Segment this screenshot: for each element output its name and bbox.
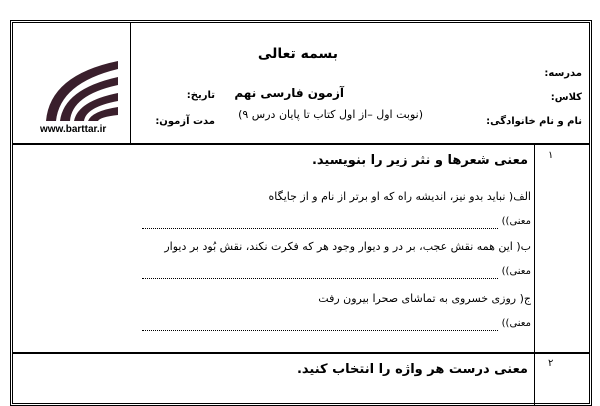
question-item: الف( نباید بدو نیز، اندیشه راه که او برتر از نام و از جایگاه bbox=[268, 190, 531, 203]
logo-column-divider bbox=[130, 23, 131, 143]
question-instruction: معنی شعرها و نثر زیر را بنویسید. bbox=[311, 153, 528, 168]
date-label: تاریخ: bbox=[186, 90, 215, 101]
answer-label: معنی)) bbox=[501, 216, 531, 227]
answer-line[interactable] bbox=[142, 330, 498, 331]
answer-line[interactable] bbox=[142, 278, 498, 279]
school-label: مدرسه: bbox=[544, 68, 582, 79]
question-item: ب( این همه نقش عجب، بر در و دیوار وجود هر که فکرت نکند، نقش بُود بر دیوار bbox=[164, 240, 531, 253]
header-divider bbox=[13, 143, 589, 145]
question-separator bbox=[13, 352, 589, 354]
question-number: ۱ bbox=[548, 150, 554, 161]
website-url: www.barttar.ir bbox=[40, 124, 107, 135]
name-label: نام و نام خانوادگی: bbox=[486, 116, 582, 127]
exam-subtitle: (نوبت اول –از اول کتاب تا پایان درس ۹) bbox=[238, 108, 423, 121]
class-label: کلاس: bbox=[550, 92, 582, 103]
answer-label: معنی)) bbox=[501, 266, 531, 277]
exam-title: آزمون فارسی نهم bbox=[234, 86, 344, 100]
answer-line[interactable] bbox=[142, 228, 498, 229]
question-number: ۲ bbox=[548, 358, 554, 369]
question-item: ج( روزی خسروی به تماشای صحرا بیرون رفت bbox=[318, 292, 531, 305]
duration-label: مدت آزمون: bbox=[155, 116, 215, 127]
number-column-divider bbox=[534, 145, 535, 405]
page-title: بسمه تعالی bbox=[257, 46, 338, 62]
site-logo bbox=[42, 55, 122, 123]
answer-label: معنی)) bbox=[501, 318, 531, 329]
question-instruction: معنی درست هر واژه را انتخاب کنید. bbox=[296, 362, 528, 377]
